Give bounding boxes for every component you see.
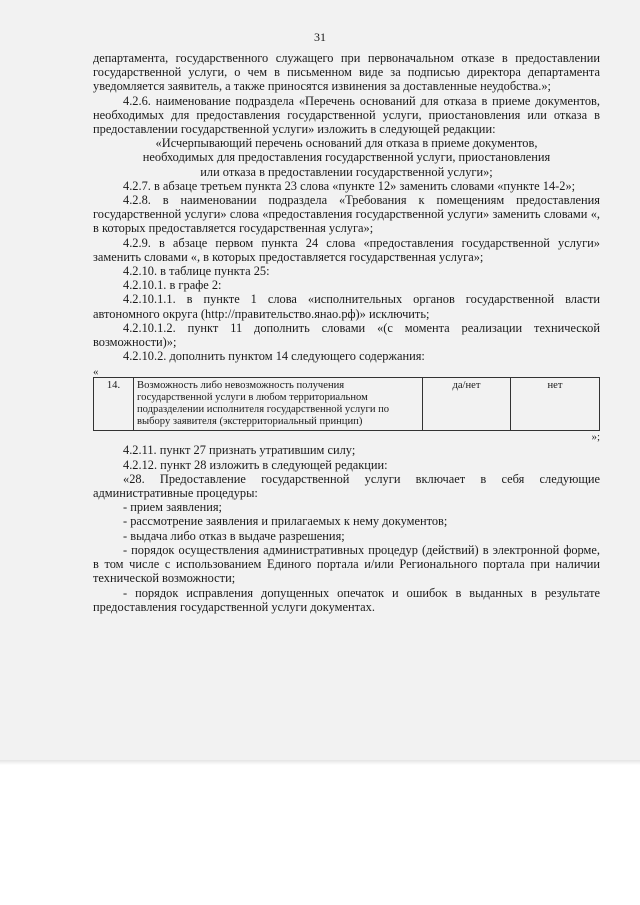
paragraph: 4.2.8. в наименовании подраздела «Требования к помещениям предоставления государственной услуги» слова «предоставления государственной услуги» заменить словами «, в которых предоставляется государственная услуга»; xyxy=(93,193,600,236)
list-item: - порядок осуществления административных процедур (действий) в электронной форме, в том числе с использованием Единого портала и/или Регионального портала при наличии технической возможности; xyxy=(93,542,600,586)
page-number: 31 xyxy=(314,30,326,44)
table-cell-value-b: нет xyxy=(511,378,600,431)
paragraph: 4.2.10.1. в графе 2: xyxy=(123,278,222,293)
table-row xyxy=(94,378,600,431)
scan-edge xyxy=(0,760,640,765)
list-item: - рассмотрение заявления и прилагаемых к нему документов; xyxy=(123,514,448,529)
paragraph: 4.2.11. пункт 27 признать утратившим силу; xyxy=(123,443,356,458)
inserted-table xyxy=(93,377,600,431)
paragraph: 4.2.7. в абзаце третьем пункта 23 слова «пункте 12» заменить словами «пункте 14-2»; xyxy=(123,178,576,193)
table-cell-number: 14. xyxy=(94,378,134,431)
paragraph: 4.2.9. в абзаце первом пункта 24 слова «предоставления государственной услуги» заменить словами «, в которых предоставляется государственная услуга»; xyxy=(93,235,600,264)
paragraph: 4.2.12. пункт 28 изложить в следующей редакции: xyxy=(123,457,388,472)
paragraph: 4.2.10. в таблице пункта 25: xyxy=(123,264,270,279)
open-quote: « xyxy=(93,366,99,379)
section-title-quote: «Исчерпывающий перечень оснований для отказа в приеме документов, необходимых для предоставления государственной услуги, приостановления или отказа в предоставлении государственной услуги»; xyxy=(142,136,551,179)
paragraph: 4.2.10.2. дополнить пунктом 14 следующего содержания: xyxy=(123,349,425,364)
close-quote: »; xyxy=(591,431,600,444)
paragraph: департамента, государственного служащего при первоначальном отказе в предоставлении государственной услуги, о чем в письменном виде за подписью директора департамента уведомляется заявитель, а также приносятся извинения за доставленные неудобства.»; xyxy=(93,51,600,94)
paragraph: 4.2.10.1.1. в пункте 1 слова «исполнительных органов государственной власти автономного округа (http://правительство.янао.рф)» исключить; xyxy=(93,292,600,321)
list-item: - порядок исправления допущенных опечаток и ошибок в выданных в результате предоставления государственной услуги документах. xyxy=(93,585,600,614)
paragraph: 4.2.6. наименование подраздела «Перечень оснований для отказа в приеме документов, необходимых для предоставления государственной услуги, приостановления или отказа в предоставлении государственной услуги» изложить в следующей редакции: xyxy=(93,93,600,137)
paragraph: «28. Предоставление государственной услуги включает в себя следующие административные процедуры: xyxy=(93,471,600,501)
list-item: - выдача либо отказ в выдаче разрешения; xyxy=(123,528,345,543)
document-body xyxy=(93,51,600,614)
list-item: - прием заявления; xyxy=(123,500,222,515)
paragraph: 4.2.10.1.2. пункт 11 дополнить словами «(с момента реализации технической возможности)»; xyxy=(93,320,600,350)
table-cell-value-a: да/нет xyxy=(423,378,511,431)
table-cell-text: Возможность либо невозможность получения государственной услуги в любом территориальном подразделении исполнителя государственной услуги по выбору заявителя (экстерриториальный принцип) xyxy=(134,378,423,431)
